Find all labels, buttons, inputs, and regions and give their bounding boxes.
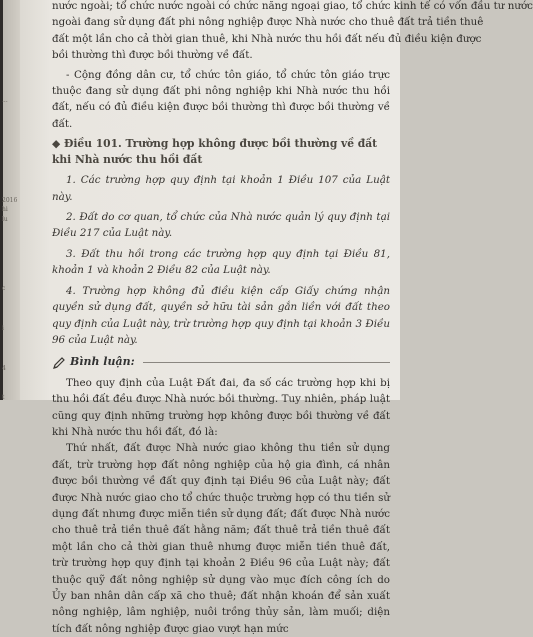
comment-heading (52, 354, 390, 370)
fragment: ... (2, 97, 8, 104)
pen-icon (52, 356, 66, 370)
page-text (52, 0, 533, 637)
comment-paragraph: Theo quy định của Luật Đất đai, đa số các trường hợp khi bị thu hồi đất đều được Nhà nước bồi thường. Tuy nhiên, pháp luật cũng quy định những trường hợp không được bồi thường về đất khi Nhà nước thu hồi đất, đó là: (52, 376, 390, 438)
article-heading-text: Điều 101. Trường hợp không được bồi thường về đất khi Nhà nước thu hồi đất (52, 137, 378, 167)
paragraph-cong-dong: - Cộng đồng dân cư, tổ chức tôn giáo, tổ chức tôn giáo trực thuộc đang sử dụng đất phi nông nghiệp khi Nhà nước thu hồi đất, nếu có đủ điều kiện được bồi thường thì được bồi thường về đất. (52, 68, 390, 130)
article-item: 3. Đất thu hồi trong các trường hợp quy định tại Điều 81, khoản 1 và khoản 2 Điều 82 của Luật này. (52, 247, 390, 277)
fragment: 4 (2, 364, 6, 372)
diamond-bullet-icon: ◆ (52, 137, 61, 151)
text-line: nước ngoài; tổ chức nước ngoài có chức năng ngoại giao, tổ chức kinh tế có vốn đầu tư nước (52, 0, 533, 12)
article-heading (52, 136, 390, 168)
text-line: bồi thường thì được bồi thường về đất. (52, 49, 253, 62)
fragment: t (2, 394, 5, 402)
article-item: 4. Trường hợp không đủ điều kiện cấp Giấy chứng nhận quyền sử dụng đất, quyền sở hữu tài sản gắn liền với đất theo quy định của Luật này, trừ trường hợp quy định tại khoản 3 Điều 96 của Luật này. (52, 284, 390, 346)
article-item: 2. Đất do cơ quan, tổ chức của Nhà nước quản lý quy định tại Điều 217 của Luật này. (52, 211, 390, 240)
comment-title: Bình luận: (70, 355, 135, 369)
fragment: hi (2, 206, 8, 214)
fragment: 2016 (2, 196, 18, 204)
fragment: lu (2, 215, 8, 223)
fragment: c (2, 285, 6, 293)
comment-paragraph: Thứ nhất, đất được Nhà nước giao không thu tiền sử dụng đất, trừ trường hợp đất nông nghiệp của hộ gia đình, cá nhân được bồi thường về đất quy định tại Điều 96 của Luật này; đất được Nhà nước giao cho tổ chức thuộc trường hợp có thu tiền sử dụng đất nhưng được miễn tiền sử dụng đất; đất được Nhà nước cho thuê trả tiền thuê đất hằng năm; đất thuê trả tiền thuê đất một lần cho cả thời gian thuê nhưng được miễn tiền thuê đất, trừ trường hợp quy định tại khoản 2 Điều 96 của Luật này; đất thuộc quỹ đất nông nghiệp sử dụng vào mục đích công ích do Ủy ban nhân dân cấp xã cho thuê; đất nhận khoán để sản xuất nông nghiệp, lâm nghiệp, nuôi trồng thủy sản, làm muối; diện tích đất nông nghiệp được giao vượt hạn mức (52, 442, 390, 635)
divider (143, 362, 390, 363)
book-page (20, 0, 533, 635)
facing-page-fragments (2, 96, 22, 403)
fragment: i (2, 324, 4, 332)
article-item: 1. Các trường hợp quy định tại khoản 1 Điều 107 của Luật này. (52, 174, 390, 203)
text-line: ngoài đang sử dụng đất phi nông nghiệp được Nhà nước cho thuê đất trả tiền thuê (52, 16, 484, 29)
text-line: đất một lần cho cả thời gian thuê, khi Nhà nước thu hồi đất nếu đủ điều kiện được (52, 32, 482, 45)
